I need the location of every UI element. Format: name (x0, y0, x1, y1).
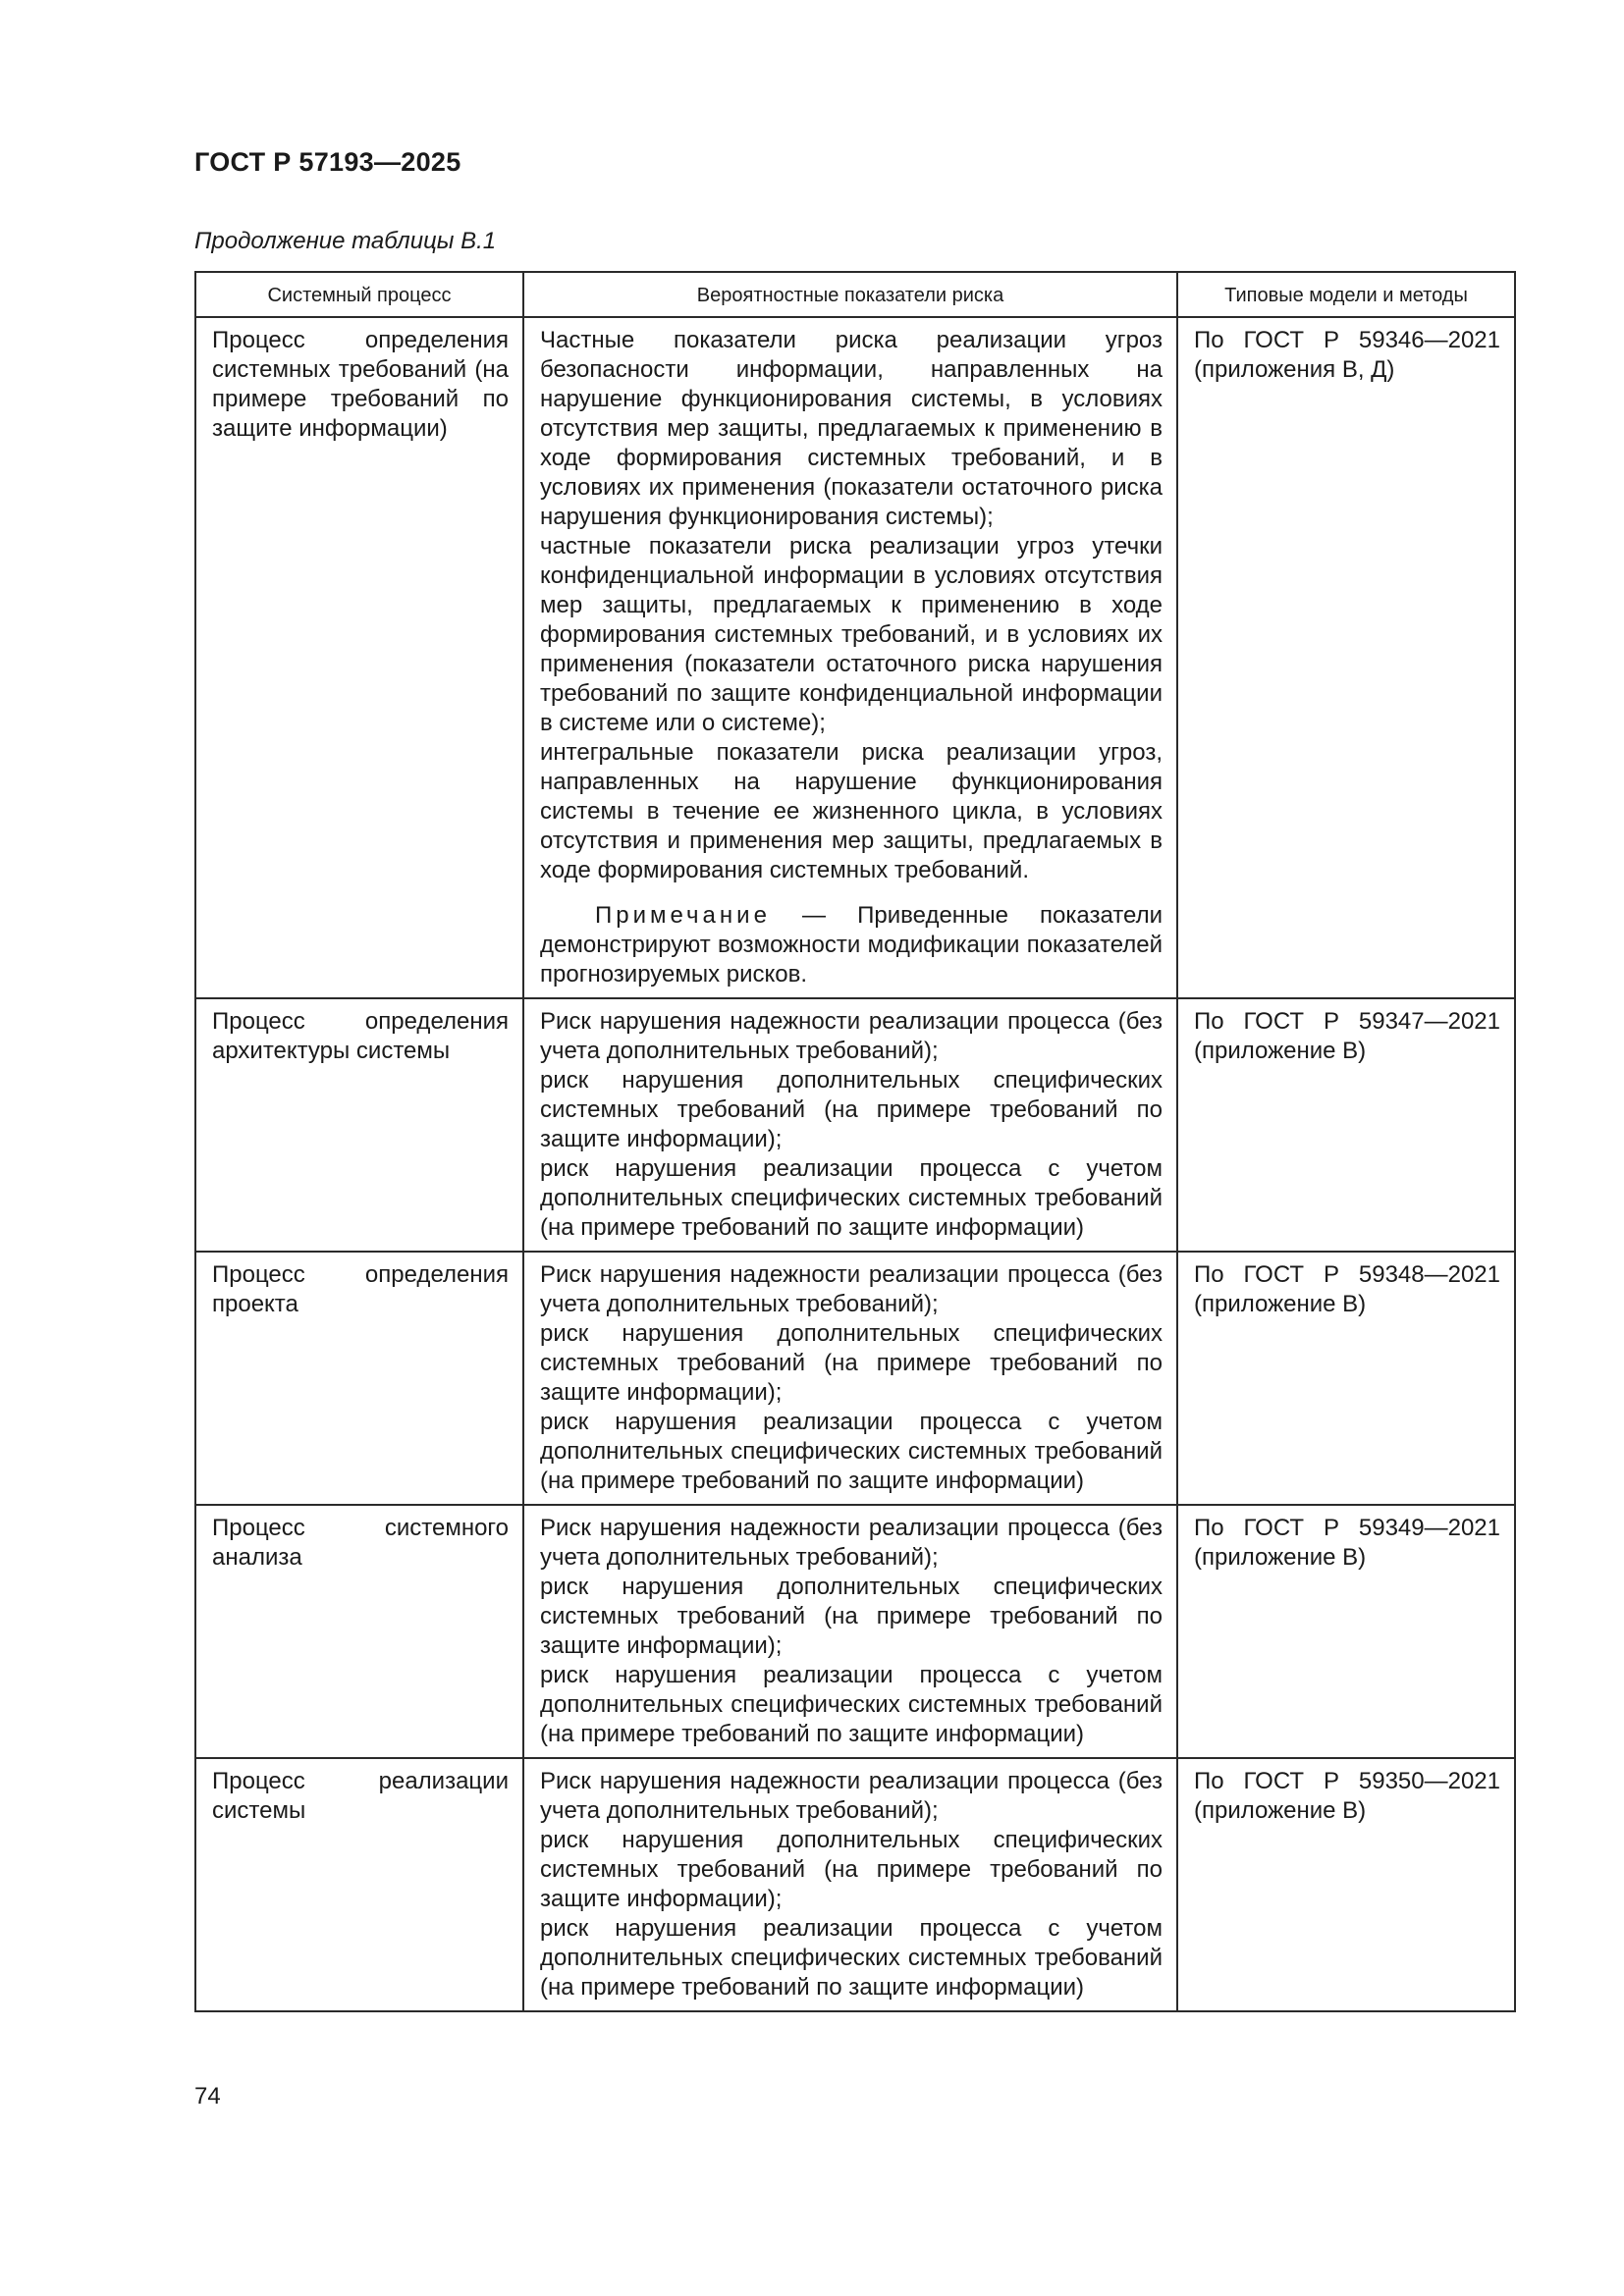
methods-cell: По ГОСТ Р 59350—2021 (приложение В) (1177, 1758, 1515, 2011)
indicator-item: риск нарушения реализации процесса с учетом дополнительных специфических системных требований (на примере требований по защите информации) (540, 1409, 1163, 1494)
indicator-item: интегральные показатели риска реализации угроз, направленных на нарушение функционирования системы в течение ее жизненного цикла, в условиях отсутствия и применения мер защиты, предлагаемых в ходе формирования системных требований. (540, 739, 1163, 883)
methods-cell: По ГОСТ Р 59346—2021 (приложения В, Д) (1177, 317, 1515, 998)
process-cell: Процесс системного анализа (195, 1505, 523, 1758)
risk-indicators-table (194, 271, 1516, 2012)
indicators-cell (523, 317, 1177, 998)
table-row (195, 1505, 1515, 1758)
column-header-process: Системный процесс (195, 272, 523, 317)
methods-cell: По ГОСТ Р 59348—2021 (приложение В) (1177, 1252, 1515, 1505)
indicator-item: риск нарушения реализации процесса с учетом дополнительных специфических системных требований (на примере требований по защите информации) (540, 1155, 1163, 1241)
process-cell: Процесс определения системных требований (на примере требований по защите информации) (195, 317, 523, 998)
table-header-row (195, 272, 1515, 317)
indicator-item: риск нарушения реализации процесса с учетом дополнительных специфических системных требований (на примере требований по защите информации) (540, 1915, 1163, 2001)
page-number: 74 (194, 2083, 221, 2109)
process-cell: Процесс реализации системы (195, 1758, 523, 2011)
indicator-item: Риск нарушения надежности реализации процесса (без учета дополнительных требований); (540, 1008, 1163, 1064)
indicator-item: риск нарушения реализации процесса с учетом дополнительных специфических системных требований (на примере требований по защите информации) (540, 1662, 1163, 1747)
indicator-item: риск нарушения дополнительных специфических системных требований (на примере требований по защите информации); (540, 1067, 1163, 1152)
table-note (540, 901, 1163, 989)
table-row (195, 317, 1515, 998)
note-label: Примечание (595, 902, 771, 929)
indicator-item: Частные показатели риска реализации угроз безопасности информации, направленных на нарушение функционирования системы, в условиях отсутствия мер защиты, предлагаемых к применению в ходе формирования системных требований, и в условиях их применения (показатели остаточного риска нарушения функционирования системы); (540, 327, 1163, 530)
indicator-item: Риск нарушения надежности реализации процесса (без учета дополнительных требований); (540, 1261, 1163, 1317)
document-code: ГОСТ Р 57193—2025 (194, 147, 461, 177)
table-row (195, 1758, 1515, 2011)
table-caption: Продолжение таблицы В.1 (194, 228, 497, 254)
indicators-cell (523, 998, 1177, 1252)
column-header-methods: Типовые модели и методы (1177, 272, 1515, 317)
note-text: — Приведенные показатели демонстрируют возможности модификации показателей прогнозируемых рисков. (540, 902, 1163, 988)
table-row (195, 1252, 1515, 1505)
indicator-item: риск нарушения дополнительных специфических системных требований (на примере требований по защите информации); (540, 1320, 1163, 1406)
indicators-cell (523, 1758, 1177, 2011)
column-header-indicators: Вероятностные показатели риска (523, 272, 1177, 317)
methods-cell: По ГОСТ Р 59349—2021 (приложение В) (1177, 1505, 1515, 1758)
methods-cell: По ГОСТ Р 59347—2021 (приложение В) (1177, 998, 1515, 1252)
indicator-item: частные показатели риска реализации угроз утечки конфиденциальной информации в условиях отсутствия мер защиты, предлагаемых к применению в ходе формирования системных требований, и в условиях их применения (показатели остаточного риска нарушения требований по защите конфиденциальной информации в системе или о системе); (540, 533, 1163, 736)
table-row (195, 998, 1515, 1252)
process-cell: Процесс определения проекта (195, 1252, 523, 1505)
indicator-item: риск нарушения дополнительных специфических системных требований (на примере требований по защите информации); (540, 1827, 1163, 1912)
indicator-item: риск нарушения дополнительных специфических системных требований (на примере требований по защите информации); (540, 1574, 1163, 1659)
indicator-item: Риск нарушения надежности реализации процесса (без учета дополнительных требований); (540, 1515, 1163, 1571)
indicators-cell (523, 1505, 1177, 1758)
indicator-item: Риск нарушения надежности реализации процесса (без учета дополнительных требований); (540, 1768, 1163, 1824)
indicators-cell (523, 1252, 1177, 1505)
process-cell: Процесс определения архитектуры системы (195, 998, 523, 1252)
